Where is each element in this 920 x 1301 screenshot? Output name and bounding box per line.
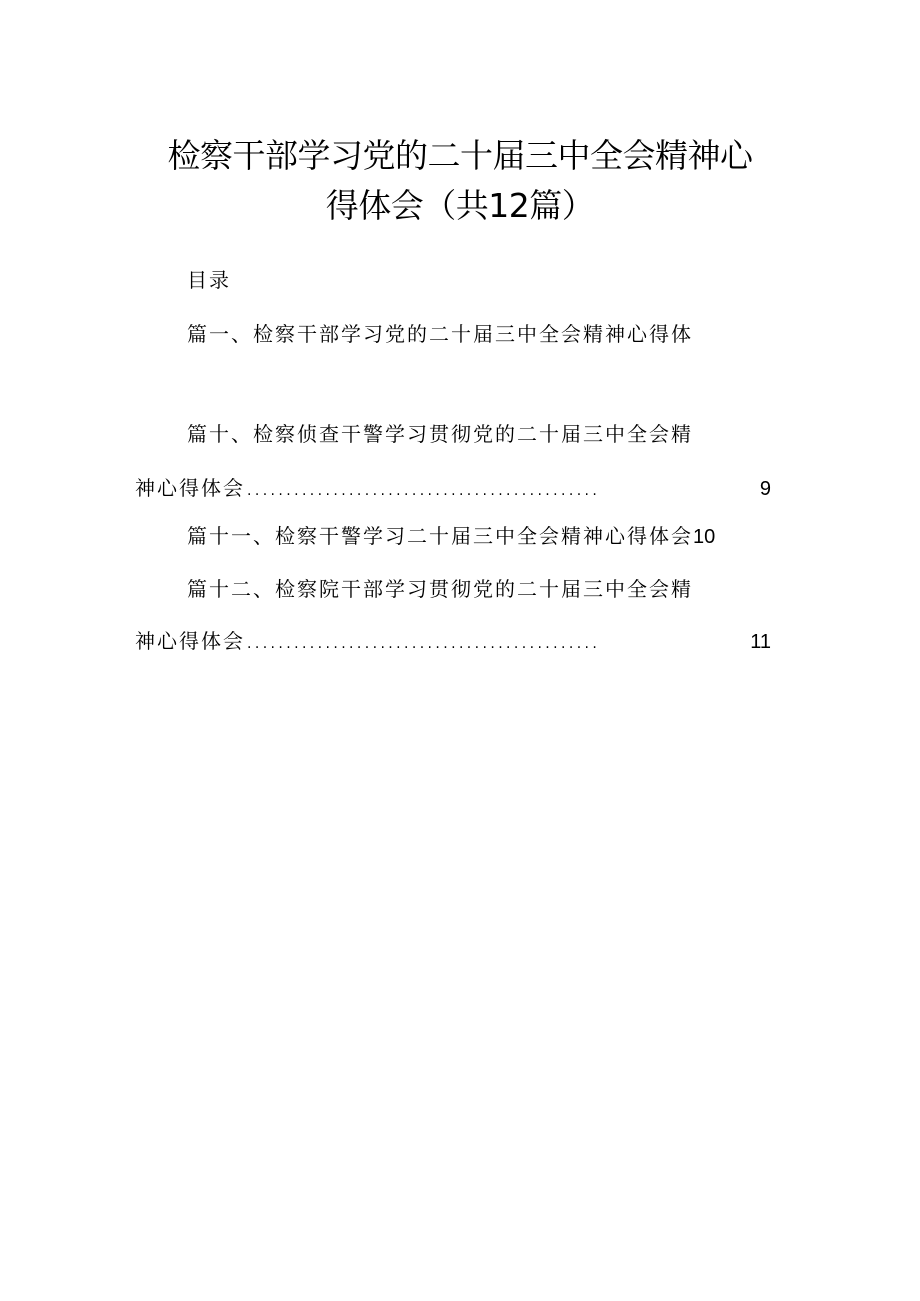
document-title-line2: 得体会（共12篇）	[325, 186, 595, 225]
toc-entry-text: 篇十一、检察干警学习二十届三中全会精神心得体会	[187, 524, 693, 548]
toc-page-number: 11	[750, 631, 771, 653]
toc-entry-12[interactable]	[187, 575, 693, 603]
toc-page-number: 10	[693, 526, 716, 548]
toc-entry-10-continuation[interactable]	[135, 474, 771, 505]
toc-entry-1[interactable]	[187, 320, 693, 348]
toc-entry-10[interactable]	[187, 420, 693, 448]
toc-entry-text: 神心得体会	[135, 476, 245, 500]
toc-leader-dots: .............................................	[247, 483, 601, 499]
toc-leader-dots: .............................................	[247, 636, 601, 652]
toc-entry-12-continuation[interactable]	[135, 627, 771, 658]
document-title-line1: 检察干部学习党的二十届三中全会精神心	[167, 136, 753, 175]
toc-entry-text: 篇十、检察侦查干警学习贯彻党的二十届三中全会精	[187, 422, 693, 446]
toc-entry-text: 神心得体会	[135, 629, 245, 653]
toc-entry-11[interactable]	[187, 522, 715, 551]
toc-entry-text: 篇十二、检察院干部学习贯彻党的二十届三中全会精	[187, 577, 693, 601]
toc-page-number: 9	[759, 478, 771, 500]
toc-entry-text: 篇一、检察干部学习党的二十届三中全会精神心得体	[187, 322, 693, 346]
toc-heading: 目录	[187, 268, 231, 292]
